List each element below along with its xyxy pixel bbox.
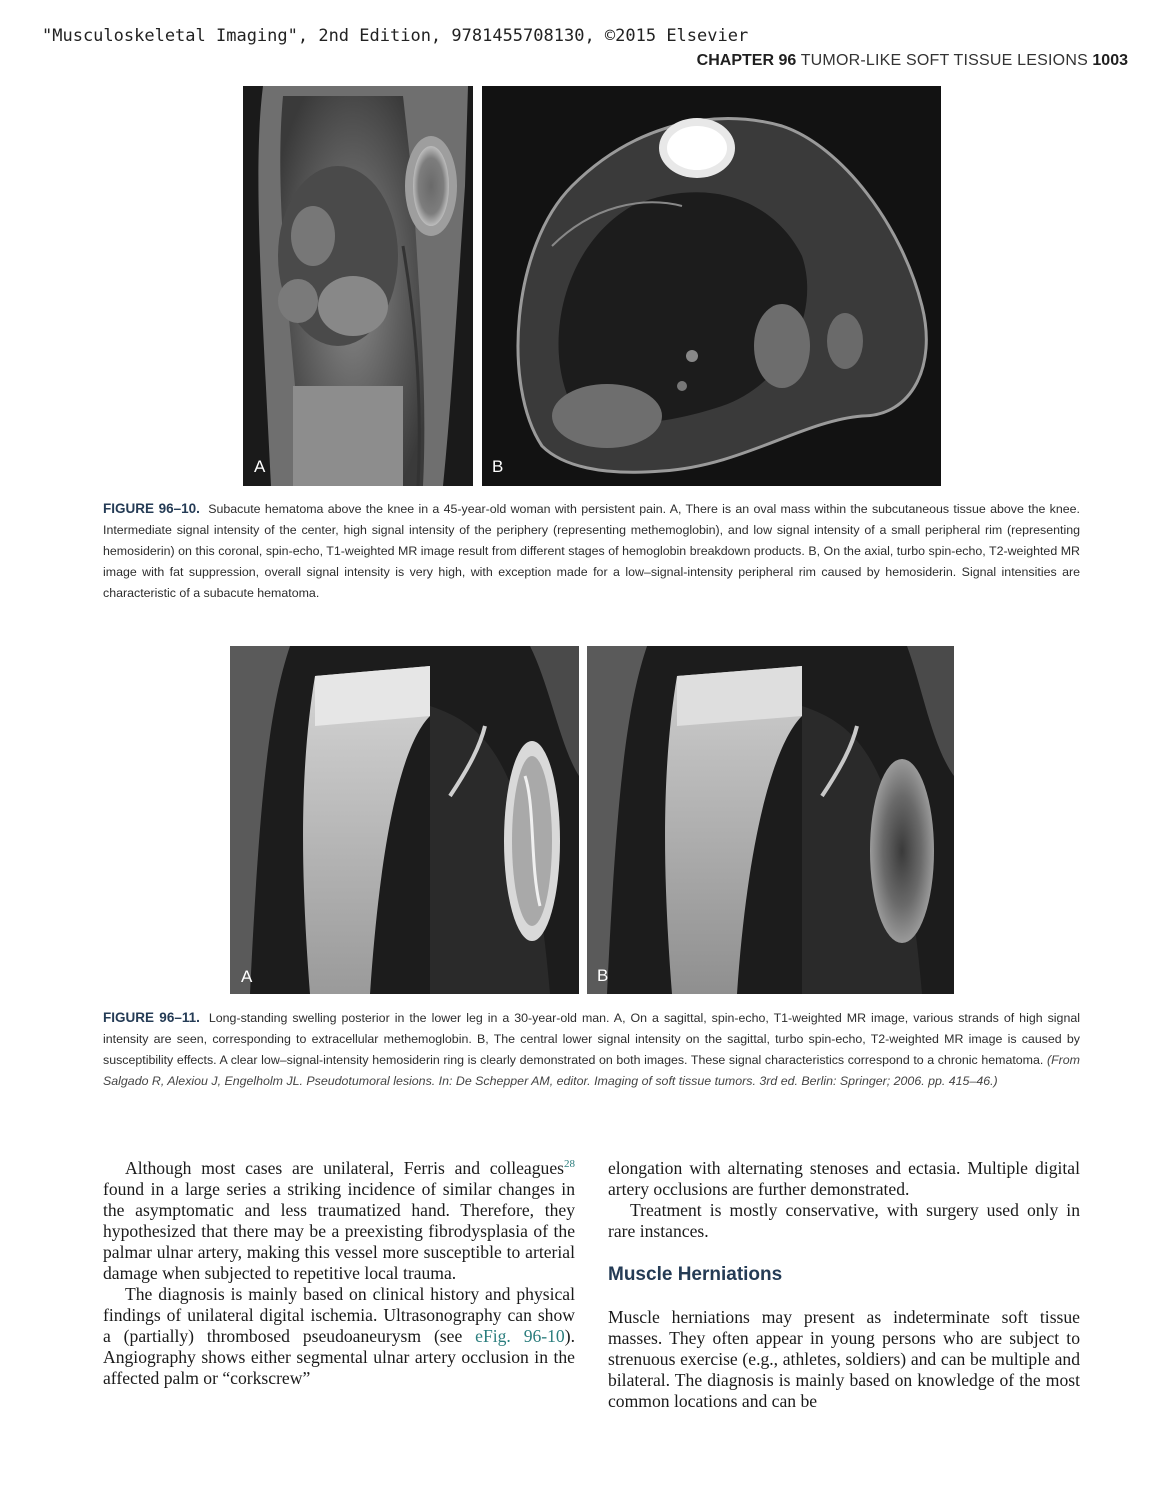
paragraph: Muscle herniations may present as indeterminate soft tissue masses. They often appear in young persons who are subject to strenuous exercise (e.g., athletes, soldiers) and can be multiple and bilateral. The diagnosis is mainly based on knowledge of the most common locations and can be bbox=[608, 1307, 1080, 1411]
paragraph-text: The diagnosis is mainly based on clinical history and physical findings of unilateral digital ischemia. Ultrasonography can show a (partially) thrombosed pseudoaneurysm (see bbox=[103, 1284, 575, 1346]
paragraph-text: found in a large series a striking incidence of similar changes in the asymptomatic and less traumatized hand. Therefore, they hypothesized that there may be a preexisting fibrodysplasia of the palmar ulnar artery, making this vessel more susceptible to arterial damage when subjected to repetitive local trauma. bbox=[103, 1179, 575, 1283]
chapter-title: TUMOR-LIKE SOFT TISSUE LESIONS bbox=[800, 52, 1088, 69]
paragraph: Treatment is mostly conservative, with surgery used only in rare instances. bbox=[608, 1200, 1080, 1241]
section-heading: Muscle Herniations bbox=[608, 1264, 783, 1285]
figure-11-caption-text: Long-standing swelling posterior in the lower leg in a 30-year-old man. A, On a sagittal, spin-echo, T1-weighted MR image, various strands of high signal intensity are seen, corresponding to extracellular methemoglobin. B, The central lower signal intensity on the sagittal, turbo spin-echo, T2-weighted MR image is caused by susceptibility effects. A clear low–signal-intensity hemosiderin ring is clearly demonstrated on both images. These signal characteristics correspond to a chronic hematoma. bbox=[103, 1011, 1080, 1067]
paragraph bbox=[103, 1158, 575, 1284]
running-head bbox=[697, 52, 1128, 70]
figure-11-panel-a-label: A bbox=[241, 967, 253, 986]
figure-11-panel-a-image bbox=[230, 646, 579, 994]
figure-10-panel-b-label: B bbox=[492, 457, 504, 476]
figure-11-label: FIGURE 96–11. bbox=[103, 1010, 200, 1025]
paragraph bbox=[103, 1284, 575, 1389]
body-column-left bbox=[103, 1158, 575, 1389]
figure-10-panel-b-image bbox=[482, 86, 941, 486]
figure-11-panel-b-image bbox=[587, 646, 954, 994]
copyright-watermark: "Musculoskeletal Imaging", 2nd Edition, 9781455708130, ©2015 Elsevier bbox=[42, 26, 749, 46]
paragraph-text: ). Angiography shows either segmental ulnar artery occlusion in the affected palm or “corkscrew” bbox=[103, 1326, 575, 1388]
knee-axial-mri-graphic bbox=[482, 86, 941, 486]
efig-link[interactable]: eFig. 96-10 bbox=[475, 1326, 565, 1346]
paragraph: elongation with alternating stenoses and ectasia. Multiple digital artery occlusions are further demonstrated. bbox=[608, 1158, 1080, 1199]
page-number: 1003 bbox=[1092, 52, 1128, 69]
lower-leg-t2-mri-graphic bbox=[587, 646, 954, 994]
figure-10-caption-text: Subacute hematoma above the knee in a 45-year-old woman with persistent pain. A, There is an oval mass within the subcutaneous tissue above the knee. Intermediate signal intensity of the center, high signal intensity of the periphery (representing methemoglobin), and low signal intensity of a small peripheral rim (representing hemosiderin) on this coronal, spin-echo, T1-weighted MR image result from different stages of hemoglobin breakdown products. B, On the axial, turbo spin-echo, T2-weighted MR image with fat suppression, overall signal intensity is very high, with exception made for a low–signal-intensity peripheral rim caused by hemosiderin. Signal intensities are characteristic of a subacute hematoma. bbox=[103, 502, 1080, 600]
figure-10-caption bbox=[103, 498, 1080, 604]
body-column-right bbox=[608, 1158, 1080, 1412]
figure-10-panel-a-label: A bbox=[254, 457, 266, 476]
figure-10-panel-a-image bbox=[243, 86, 473, 486]
chapter-number: CHAPTER 96 bbox=[696, 52, 797, 69]
figure-10-label: FIGURE 96–10. bbox=[103, 501, 200, 516]
figure-11-panel-b-label: B bbox=[597, 966, 609, 985]
reference-superscript[interactable]: 28 bbox=[564, 1158, 575, 1171]
paragraph-text: Although most cases are unilateral, Ferris and colleagues bbox=[125, 1158, 564, 1178]
knee-coronal-mri-graphic bbox=[243, 86, 473, 486]
figure-11-citation: (From Salgado R, Alexiou J, Engelholm JL. Pseudotumoral lesions. In: De Schepper AM, editor. Imaging of soft tissue tumors. 3rd ed. Berlin: Springer; 2006. pp. 415–46.) bbox=[103, 1053, 1080, 1088]
lower-leg-t1-mri-graphic bbox=[230, 646, 579, 994]
figure-11-caption bbox=[103, 1007, 1080, 1092]
